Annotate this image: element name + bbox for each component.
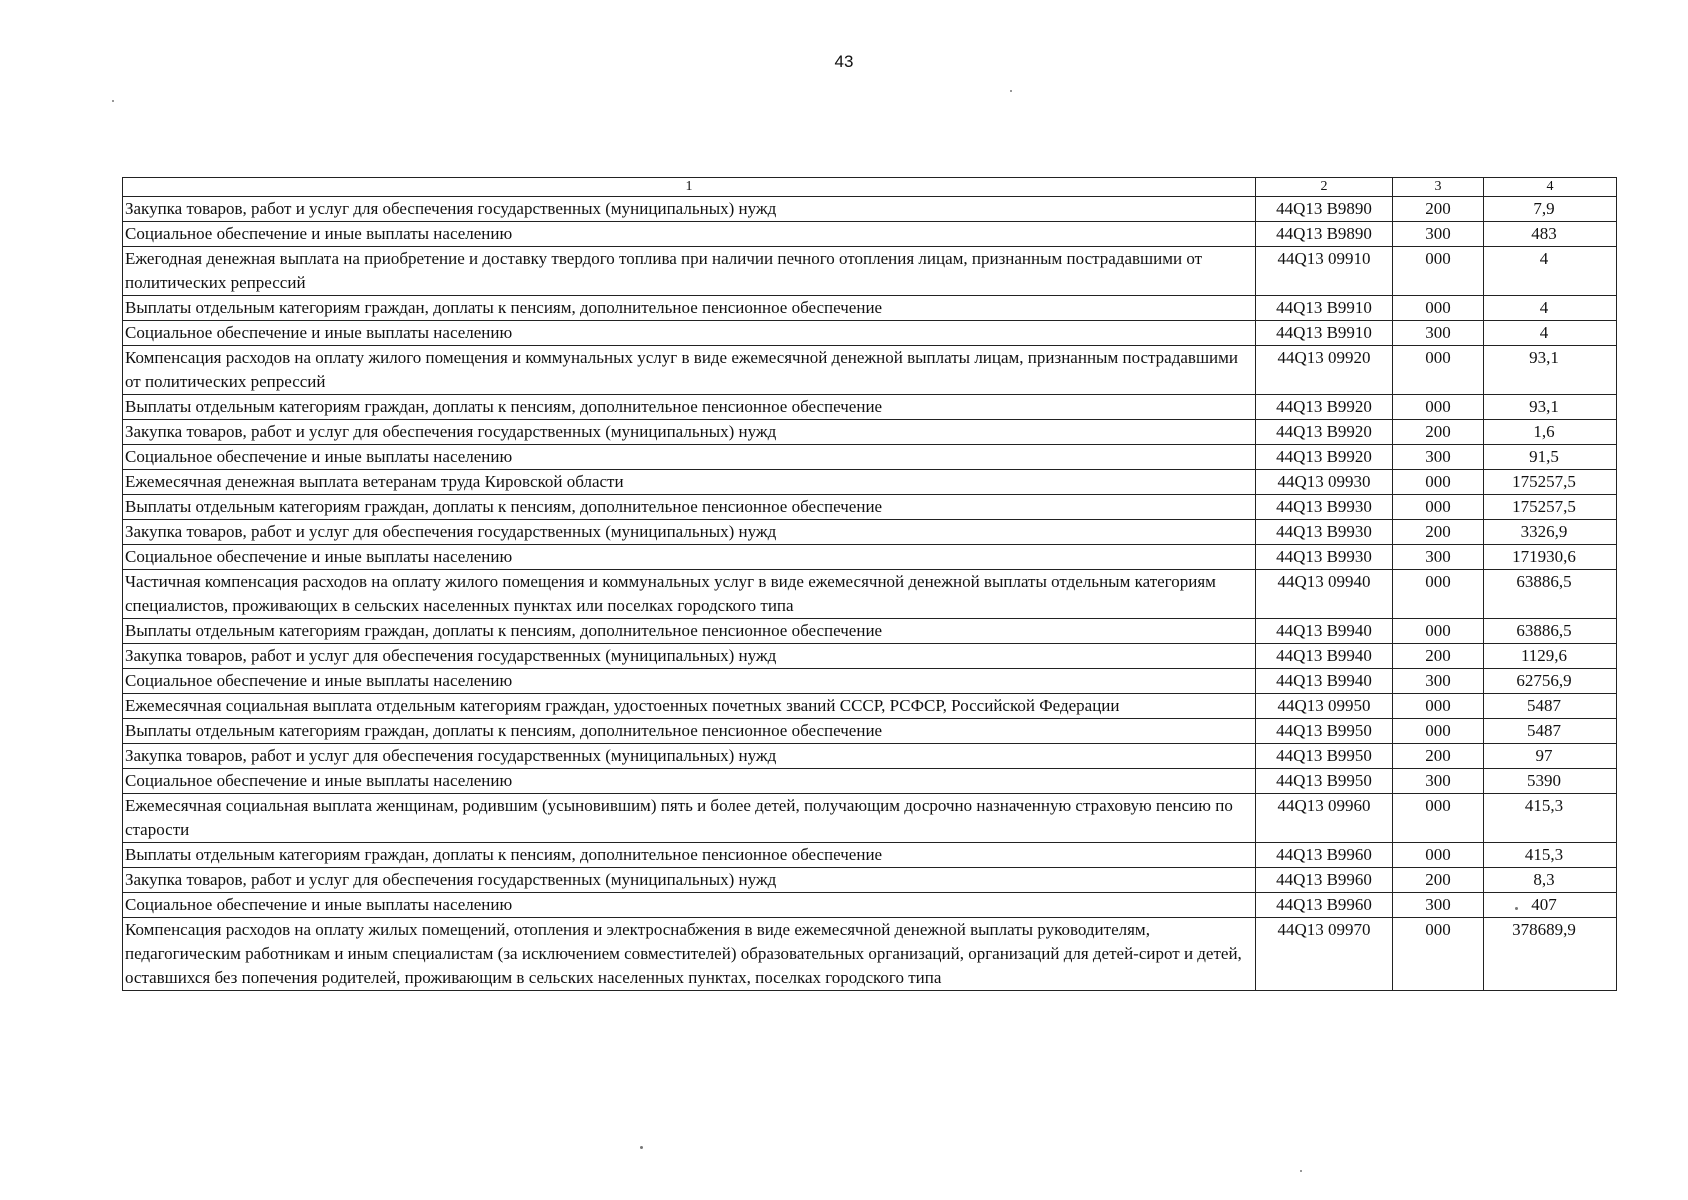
row-type-cell: 200 <box>1393 744 1484 769</box>
row-type-cell: 000 <box>1393 694 1484 719</box>
row-code-cell: 44Q13 09940 <box>1256 570 1393 619</box>
budget-table <box>122 177 1617 991</box>
table-row <box>123 893 1617 918</box>
row-type-cell: 000 <box>1393 470 1484 495</box>
row-amount-cell: 63886,5 <box>1484 619 1617 644</box>
table-row <box>123 495 1617 520</box>
row-type-cell: 000 <box>1393 296 1484 321</box>
header-col-4: 4 <box>1484 178 1617 197</box>
row-amount-cell: 4 <box>1484 321 1617 346</box>
row-amount-cell: 5487 <box>1484 719 1617 744</box>
table-row <box>123 545 1617 570</box>
row-code-cell: 44Q13 B9960 <box>1256 843 1393 868</box>
row-amount-cell: 1129,6 <box>1484 644 1617 669</box>
row-type-cell: 000 <box>1393 794 1484 843</box>
row-amount-cell: 415,3 <box>1484 794 1617 843</box>
row-code-cell: 44Q13 09960 <box>1256 794 1393 843</box>
row-name-cell: Выплаты отдельным категориям граждан, доплаты к пенсиям, дополнительное пенсионное обеспечение <box>123 619 1256 644</box>
table-body <box>123 197 1617 991</box>
row-type-cell: 200 <box>1393 868 1484 893</box>
table-row <box>123 570 1617 619</box>
row-code-cell: 44Q13 B9930 <box>1256 520 1393 545</box>
table-row <box>123 321 1617 346</box>
table-row <box>123 644 1617 669</box>
row-name-cell: Компенсация расходов на оплату жилых помещений, отопления и электроснабжения в виде ежемесячной денежной выплаты руководителям, педагогическим работникам и иным специалистам (за исключением совместителей) образовательных организаций, организаций для детей-сирот и детей, оставшихся без попечения родителей, проживающим в сельских населенных пунктах, поселках городского типа <box>123 918 1256 991</box>
row-type-cell: 200 <box>1393 520 1484 545</box>
row-type-cell: 300 <box>1393 222 1484 247</box>
table-row <box>123 669 1617 694</box>
row-type-cell: 300 <box>1393 445 1484 470</box>
row-name-cell: Компенсация расходов на оплату жилого помещения и коммунальных услуг в виде ежемесячной денежной выплаты лицам, признанным пострадавшими от политических репрессий <box>123 346 1256 395</box>
row-type-cell: 000 <box>1393 395 1484 420</box>
row-name-cell: Ежемесячная социальная выплата женщинам, родившим (усыновившим) пять и более детей, получающим досрочно назначенную страховую пенсию по старости <box>123 794 1256 843</box>
row-code-cell: 44Q13 B9940 <box>1256 644 1393 669</box>
row-type-cell: 200 <box>1393 197 1484 222</box>
row-type-cell: 300 <box>1393 669 1484 694</box>
row-name-cell: Ежемесячная социальная выплата отдельным категориям граждан, удостоенных почетных званий СССР, РСФСР, Российской Федерации <box>123 694 1256 719</box>
header-col-2: 2 <box>1256 178 1393 197</box>
row-amount-cell: 93,1 <box>1484 346 1617 395</box>
row-code-cell: 44Q13 B9950 <box>1256 744 1393 769</box>
row-code-cell: 44Q13 09970 <box>1256 918 1393 991</box>
row-amount-cell: 175257,5 <box>1484 495 1617 520</box>
row-name-cell: Ежемесячная денежная выплата ветеранам труда Кировской области <box>123 470 1256 495</box>
row-amount-cell: 1,6 <box>1484 420 1617 445</box>
row-type-cell: 000 <box>1393 719 1484 744</box>
row-amount-cell: 5487 <box>1484 694 1617 719</box>
table-row <box>123 470 1617 495</box>
row-code-cell: 44Q13 09930 <box>1256 470 1393 495</box>
table-row <box>123 868 1617 893</box>
table-row <box>123 918 1617 991</box>
row-code-cell: 44Q13 B9890 <box>1256 222 1393 247</box>
row-code-cell: 44Q13 B9960 <box>1256 868 1393 893</box>
row-amount-cell: 483 <box>1484 222 1617 247</box>
row-amount-cell: 415,3 <box>1484 843 1617 868</box>
table-row <box>123 395 1617 420</box>
row-name-cell: Социальное обеспечение и иные выплаты населению <box>123 669 1256 694</box>
row-code-cell: 44Q13 B9920 <box>1256 395 1393 420</box>
row-name-cell: Закупка товаров, работ и услуг для обеспечения государственных (муниципальных) нужд <box>123 744 1256 769</box>
row-amount-cell: 171930,6 <box>1484 545 1617 570</box>
row-type-cell: 000 <box>1393 570 1484 619</box>
row-type-cell: 200 <box>1393 644 1484 669</box>
row-name-cell: Выплаты отдельным категориям граждан, доплаты к пенсиям, дополнительное пенсионное обеспечение <box>123 843 1256 868</box>
row-amount-cell: 4 <box>1484 247 1617 296</box>
table-row <box>123 247 1617 296</box>
row-name-cell: Социальное обеспечение и иные выплаты населению <box>123 769 1256 794</box>
row-amount-cell: 3326,9 <box>1484 520 1617 545</box>
row-code-cell: 44Q13 09950 <box>1256 694 1393 719</box>
row-name-cell: Выплаты отдельным категориям граждан, доплаты к пенсиям, дополнительное пенсионное обеспечение <box>123 296 1256 321</box>
row-code-cell: 44Q13 B9910 <box>1256 296 1393 321</box>
row-code-cell: 44Q13 B9930 <box>1256 545 1393 570</box>
table-header-row <box>123 178 1617 197</box>
table-row <box>123 769 1617 794</box>
row-code-cell: 44Q13 B9940 <box>1256 669 1393 694</box>
row-amount-cell: 63886,5 <box>1484 570 1617 619</box>
row-name-cell: Социальное обеспечение и иные выплаты населению <box>123 222 1256 247</box>
table-row <box>123 843 1617 868</box>
row-code-cell: 44Q13 B9910 <box>1256 321 1393 346</box>
row-name-cell: Закупка товаров, работ и услуг для обеспечения государственных (муниципальных) нужд <box>123 520 1256 545</box>
header-col-3: 3 <box>1393 178 1484 197</box>
table-row <box>123 794 1617 843</box>
table-row <box>123 694 1617 719</box>
row-code-cell: 44Q13 B9950 <box>1256 769 1393 794</box>
table-row <box>123 719 1617 744</box>
table-row <box>123 222 1617 247</box>
row-name-cell: Закупка товаров, работ и услуг для обеспечения государственных (муниципальных) нужд <box>123 644 1256 669</box>
row-type-cell: 300 <box>1393 321 1484 346</box>
table-row <box>123 197 1617 222</box>
row-amount-cell: 175257,5 <box>1484 470 1617 495</box>
table-row <box>123 445 1617 470</box>
scan-speck <box>112 100 114 102</box>
row-amount-cell: 378689,9 <box>1484 918 1617 991</box>
row-amount-cell: 97 <box>1484 744 1617 769</box>
row-amount-cell: 93,1 <box>1484 395 1617 420</box>
row-name-cell: Выплаты отдельным категориям граждан, доплаты к пенсиям, дополнительное пенсионное обеспечение <box>123 495 1256 520</box>
row-amount-cell: 7,9 <box>1484 197 1617 222</box>
row-code-cell: 44Q13 B9950 <box>1256 719 1393 744</box>
page-number: 43 <box>834 52 854 71</box>
row-type-cell: 000 <box>1393 918 1484 991</box>
row-type-cell: 200 <box>1393 420 1484 445</box>
row-code-cell: 44Q13 B9960 <box>1256 893 1393 918</box>
scan-speck <box>1515 907 1518 910</box>
row-name-cell: Закупка товаров, работ и услуг для обеспечения государственных (муниципальных) нужд <box>123 197 1256 222</box>
row-type-cell: 000 <box>1393 346 1484 395</box>
table-row <box>123 346 1617 395</box>
row-name-cell: Закупка товаров, работ и услуг для обеспечения государственных (муниципальных) нужд <box>123 868 1256 893</box>
row-name-cell: Социальное обеспечение и иные выплаты населению <box>123 545 1256 570</box>
row-code-cell: 44Q13 09910 <box>1256 247 1393 296</box>
row-name-cell: Социальное обеспечение и иные выплаты населению <box>123 893 1256 918</box>
row-type-cell: 000 <box>1393 619 1484 644</box>
row-code-cell: 44Q13 B9890 <box>1256 197 1393 222</box>
row-type-cell: 300 <box>1393 893 1484 918</box>
header-col-1: 1 <box>123 178 1256 197</box>
row-name-cell: Социальное обеспечение и иные выплаты населению <box>123 445 1256 470</box>
row-code-cell: 44Q13 B9920 <box>1256 445 1393 470</box>
row-name-cell: Выплаты отдельным категориям граждан, доплаты к пенсиям, дополнительное пенсионное обеспечение <box>123 395 1256 420</box>
row-code-cell: 44Q13 B9940 <box>1256 619 1393 644</box>
scan-speck <box>1300 1170 1302 1172</box>
row-type-cell: 000 <box>1393 843 1484 868</box>
row-amount-cell: 8,3 <box>1484 868 1617 893</box>
row-name-cell: Частичная компенсация расходов на оплату жилого помещения и коммунальных услуг в виде ежемесячной денежной выплаты отдельным категориям специалистов, проживающих в сельских населенных пунктах или поселках городского типа <box>123 570 1256 619</box>
table-row <box>123 744 1617 769</box>
table-row <box>123 420 1617 445</box>
row-name-cell: Ежегодная денежная выплата на приобретение и доставку твердого топлива при наличии печного отопления лицам, признанным пострадавшими от политических репрессий <box>123 247 1256 296</box>
row-code-cell: 44Q13 B9930 <box>1256 495 1393 520</box>
row-amount-cell: 4 <box>1484 296 1617 321</box>
row-amount-cell: 5390 <box>1484 769 1617 794</box>
table-row <box>123 296 1617 321</box>
row-type-cell: 300 <box>1393 545 1484 570</box>
row-name-cell: Выплаты отдельным категориям граждан, доплаты к пенсиям, дополнительное пенсионное обеспечение <box>123 719 1256 744</box>
row-amount-cell: 407 <box>1484 893 1617 918</box>
row-amount-cell: 62756,9 <box>1484 669 1617 694</box>
row-code-cell: 44Q13 B9920 <box>1256 420 1393 445</box>
row-type-cell: 000 <box>1393 495 1484 520</box>
row-name-cell: Социальное обеспечение и иные выплаты населению <box>123 321 1256 346</box>
scan-speck <box>1010 90 1012 92</box>
table-row <box>123 619 1617 644</box>
row-type-cell: 000 <box>1393 247 1484 296</box>
row-type-cell: 300 <box>1393 769 1484 794</box>
table-row <box>123 520 1617 545</box>
scan-speck <box>640 1146 643 1149</box>
row-name-cell: Закупка товаров, работ и услуг для обеспечения государственных (муниципальных) нужд <box>123 420 1256 445</box>
row-amount-cell: 91,5 <box>1484 445 1617 470</box>
row-code-cell: 44Q13 09920 <box>1256 346 1393 395</box>
